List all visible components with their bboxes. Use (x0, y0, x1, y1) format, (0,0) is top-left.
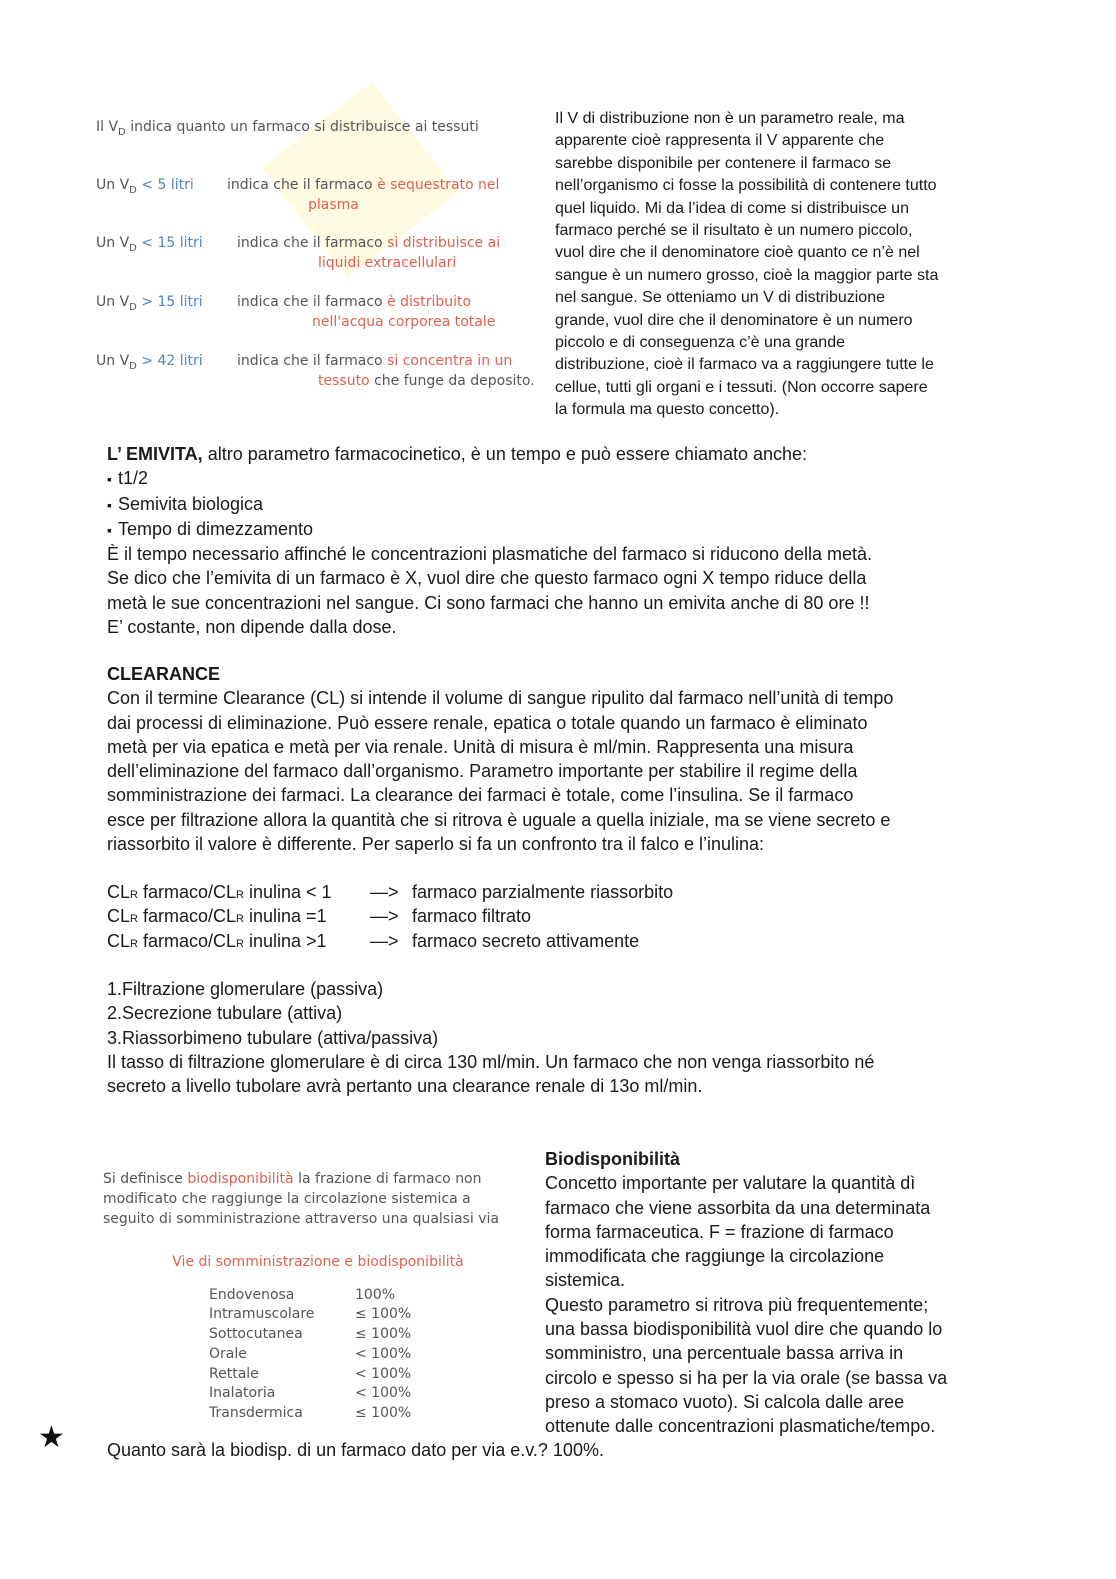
bio-figure (103, 1170, 533, 1430)
emivita-bullet: ▪ t1/2 (107, 466, 1067, 491)
vd-explanation-line: vuol dire che il denominatore cioè quanto ce n’è nel (555, 244, 920, 262)
vd-row-4-desc: indica che il farmaco si concentra in un (237, 353, 513, 369)
bio-routes-table (209, 1285, 415, 1423)
clearance-line: esce per filtrazione allora la quantità che si ritrova è uguale a quella iniziale, ma se viene secreto e (107, 809, 891, 830)
emivita-line: metà le sue concentrazioni nel sangue. Ci sono farmaci che hanno un emivita anche di 80 ore !! (107, 592, 870, 613)
clearance-line: dell’eliminazione del farmaco dall’organismo. Parametro importante per stabilire il regime della (107, 761, 858, 782)
vd-row-1-desc-line2: plasma (308, 197, 359, 213)
biodisponibilita-line: circolo e spesso si ha per la via orale (se bassa va (545, 1367, 948, 1388)
vd-explanation-line: cellue, tutti gli organi e i tessuti. (Non occorre sapere (555, 378, 928, 396)
clearance-ratios (107, 880, 807, 953)
biodisponibilita-line: preso a stomaco vuoto). Si calcola dalle aree (545, 1391, 905, 1412)
vd-row-1-desc: indica che il farmaco è sequestrato nel (227, 177, 500, 193)
vd-explanation (555, 108, 1025, 422)
vd-explanation-line: sarebbe disponibile per contenere il farmaco se (555, 154, 892, 172)
clearance-line: dai processi di eliminazione. Può essere renale, epatica o totale quando un farmaco è eliminato (107, 712, 868, 733)
emivita-bullet: ▪ Semivita biologica (107, 492, 1067, 517)
vd-row-4: Un $V_D > 42$ litri (96, 353, 203, 372)
vd-explanation-line: grande, vuol dire che il denominatore è un numero (555, 311, 913, 329)
biodisponibilita-line: immodificata che raggiunge la circolazione (545, 1246, 885, 1267)
vd-row-4-desc-line2: tessuto che funge da deposito. (318, 373, 535, 389)
biodisponibilita-line: ottenute dalle concentrazioni plasmatiche/tempo. (545, 1416, 936, 1437)
bio-def-line: Si definisce biodisponibilità la frazione di farmaco non (103, 1171, 482, 1187)
emivita-heading: L’ EMIVITA, (107, 444, 203, 464)
vd-row-3-desc: indica che il farmaco è distribuito (237, 294, 472, 310)
biodisponibilita-section (545, 1147, 1065, 1439)
biodisponibilita-line: sistemica. (545, 1270, 626, 1291)
vd-figure-title: Il $V_D$ indica quanto un farmaco si distribuisce ai tessuti (96, 119, 479, 138)
biodisponibilita-line: Questo parametro si ritrova più frequentemente; (545, 1294, 929, 1315)
clearance-ratio-row: CLR farmaco/CLR inulina >1 —> farmaco secreto attivamente (107, 930, 640, 951)
clearance-closing: secreto a livello tubolare avrà pertanto una clearance renale di 13o ml/min. (107, 1076, 703, 1097)
clearance-line: Con il termine Clearance (CL) si intende il volume di sangue ripulito dal farmaco nell’unità di tempo (107, 688, 894, 709)
star-icon: ★ (38, 1421, 65, 1454)
vd-row-1: Un $V_D < 5$ litri (96, 177, 194, 196)
vd-explanation-line: sangue è un numero grosso, cioè la maggior parte sta (555, 266, 939, 284)
bio-table-title: Vie di somministrazione e biodisponibilità (172, 1254, 464, 1270)
emivita-line: Se dico che l’emivita di un farmaco è X, vuol dire che questo farmaco ogni X tempo riduce della (107, 568, 867, 589)
vd-explanation-line: Il V di distribuzione non è un parametro reale, ma (555, 110, 905, 127)
vd-row-2-desc-line2: liquidi extracellulari (318, 255, 457, 271)
biodisponibilita-question: Quanto sarà la biodisp. di un farmaco dato per via e.v.? 100%. (107, 1440, 604, 1460)
vd-explanation-line: nel sangue. Se otteniamo un V di distribuzione (555, 289, 885, 307)
bio-def-line: seguito di somministrazione attraverso una qualsiasi via (103, 1211, 499, 1227)
table-row: Inalatoria < 100% (209, 1385, 412, 1402)
clearance-step: 1.Filtrazione glomerulare (passiva) (107, 979, 384, 999)
clearance-ratio-row: CLR farmaco/CLR inulina =1 —> farmaco filtrato (107, 906, 532, 927)
table-row: Intramuscolare ≤ 100% (209, 1306, 412, 1323)
clearance-steps (107, 977, 1067, 1098)
vd-row-2: Un $V_D < 15$ litri (96, 235, 203, 254)
emivita-bullet: ▪ Tempo di dimezzamento (107, 517, 1067, 542)
emivita-line: E’ costante, non dipende dalla dose. (107, 617, 397, 638)
vd-explanation-line: apparente cioè rappresenta il V apparente che (555, 132, 885, 150)
table-row: Endovenosa 100% (209, 1286, 396, 1303)
clearance-line: riassorbito il valore è differente. Per saperlo si fa un confronto tra il falco e l’inulina: (107, 834, 765, 855)
clearance-step: 2.Secrezione tubulare (attiva) (107, 1003, 343, 1024)
clearance-heading: CLEARANCE (107, 664, 221, 684)
clearance-ratio-row: CLR farmaco/CLR inulina < 1 —> farmaco parzialmente riassorbito (107, 882, 674, 902)
vd-explanation-line: piccolo e di conseguenza c’è una grande (555, 334, 845, 352)
vd-row-3-desc-line2: nell'acqua corporea totale (312, 314, 496, 330)
vd-explanation-line: quel liquido. Mi da l’idea di come si distribuisce un (555, 199, 909, 217)
biodisponibilita-line: una bassa biodisponibilità vuol dire che quando lo (545, 1319, 943, 1340)
biodisponibilita-heading: Biodisponibilità (545, 1149, 680, 1169)
clearance-line: somministrazione dei farmaci. La clearance dei farmaci è totale, come l’insulina. Se il farmaco (107, 785, 854, 806)
vd-explanation-line: farmaco perché se il risultato è un numero piccolo, (555, 222, 913, 240)
clearance-closing: Il tasso di filtrazione glomerulare è di circa 130 ml/min. Un farmaco che non venga riassorbito né (107, 1051, 875, 1072)
vd-row-3: Un $V_D > 15$ litri (96, 294, 203, 313)
clearance-section (107, 662, 1067, 856)
emivita-section (107, 442, 1067, 639)
biodisponibilita-line: somministro, una percentuale bassa arriva in (545, 1343, 904, 1364)
vd-row-2-desc: indica che il farmaco si distribuisce ai (237, 235, 501, 251)
vd-figure (96, 114, 556, 404)
biodisponibilita-line: farmaco che viene assorbita da una determinata (545, 1197, 931, 1218)
clearance-step: 3.Riassorbimeno tubulare (attiva/passiva) (107, 1027, 439, 1048)
table-row: Sottocutanea ≤ 100% (209, 1326, 412, 1343)
vd-explanation-line: nell’organismo ci fosse la possibilità di contenere tutto (555, 177, 937, 195)
biodisponibilita-line: Concetto importante per valutare la quantità dì (545, 1173, 916, 1194)
emivita-intro: L’ EMIVITA, altro parametro farmacocinetico, è un tempo e può essere chiamato anche: (107, 444, 808, 464)
bio-def-line: modificato che raggiunge la circolazione sistemica a (103, 1191, 471, 1207)
table-row: Orale < 100% (209, 1345, 412, 1362)
table-row: Rettale < 100% (209, 1365, 412, 1382)
table-row: Transdermica ≤ 100% (209, 1404, 412, 1421)
clearance-line: metà per via epatica e metà per via renale. Unità di misura è ml/min. Rappresenta una misura (107, 736, 854, 757)
vd-explanation-line: la formula ma questo concetto). (555, 401, 780, 419)
biodisponibilita-line: forma farmaceutica. F = frazione di farmaco (545, 1221, 894, 1242)
vd-explanation-line: distribuzione, cioè il farmaco va a raggiungere tutte le (555, 356, 934, 374)
emivita-line: È il tempo necessario affinché le concentrazioni plasmatiche del farmaco si riducono della metà. (107, 544, 873, 565)
